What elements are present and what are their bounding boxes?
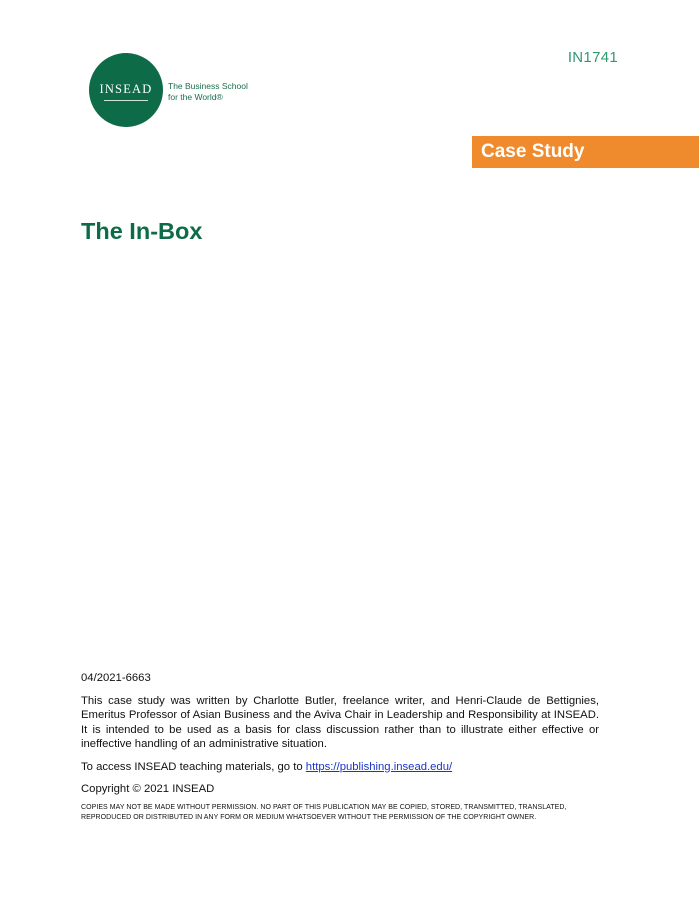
tagline-line-1: The Business School (168, 81, 248, 91)
tagline-line-2: for the World® (168, 91, 223, 102)
copyright-notice: COPIES MAY NOT BE MADE WITHOUT PERMISSION. NO PART OF THIS PUBLICATION MAY BE COPIED, STORED, TRANSMITTED, TRANSLATED, REPRODUCED OR DISTRIBUTED IN ANY FORM OR MEDIUM WHATSOEVER WITHOUT THE PERMISSION OF THE COPYRIGHT OWNER. (81, 803, 567, 821)
access-prefix: To access INSEAD teaching materials, go to (81, 760, 306, 773)
reference-number: 04/2021-6663 (81, 672, 151, 684)
access-line (81, 760, 599, 775)
logo-tagline (168, 81, 248, 102)
logo-wordmark: INSEAD (99, 81, 153, 96)
publishing-link[interactable]: https://publishing.insead.edu/ (305, 760, 453, 773)
logo-rule (104, 100, 148, 101)
document-footer (81, 671, 599, 824)
copyright-line: Copyright © 2021 INSEAD (81, 783, 215, 795)
document-title: The In-Box (81, 218, 203, 244)
insead-logo (89, 53, 163, 127)
case-study-banner (472, 136, 699, 168)
case-description: This case study was written by Charlotte Butler, freelance writer, and Henri-Claude de Bettignies, Emeritus Professor of Asian Business and the Aviva Chair in Leadership and Responsibility at INSEAD. It is intended to be used as a basis for class discussion rather than to illustrate either effective or ineffective handling of an administrative situation. (81, 694, 599, 750)
case-study-label: Case Study (481, 141, 585, 162)
case-code: IN1741 (567, 49, 618, 66)
